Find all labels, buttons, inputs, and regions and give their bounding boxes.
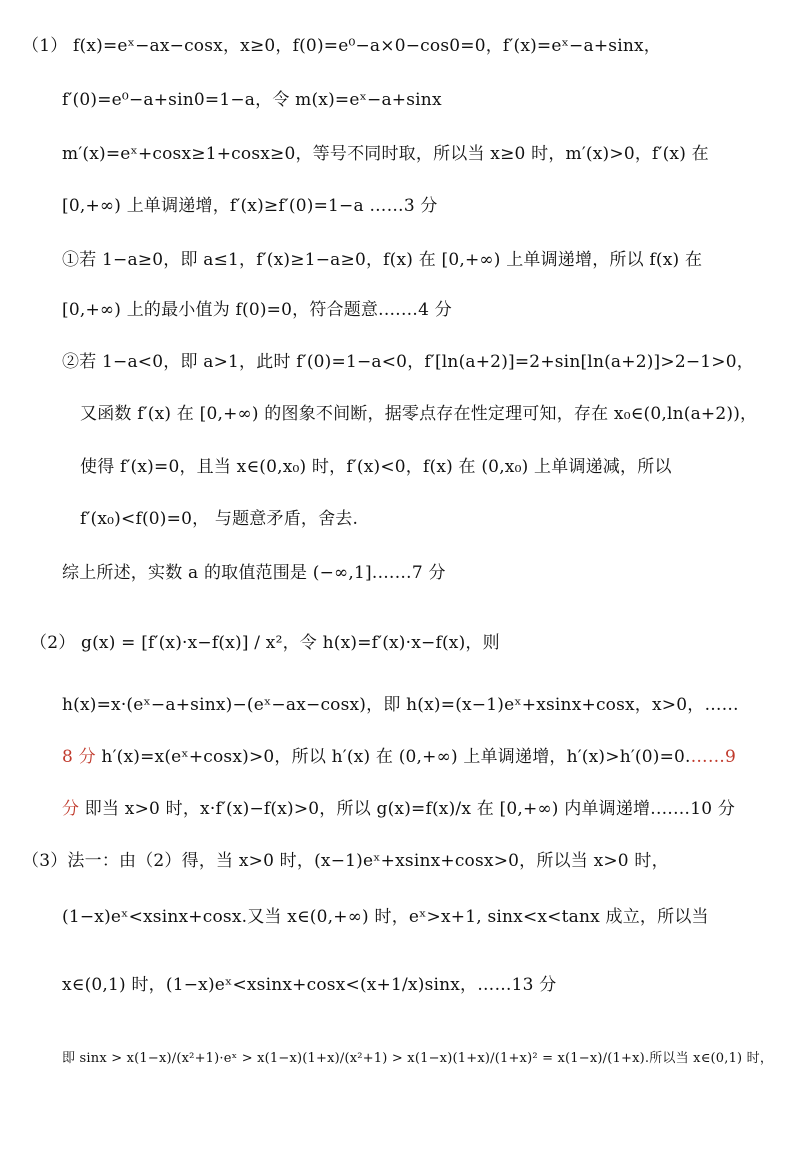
line-2: f′(0)=e⁰−a+sin0=1−a，令 m(x)=eˣ−a+sinx (62, 90, 442, 110)
line-15: 分 即当 x>0 时，x·f′(x)−f(x)>0，所以 g(x)=f(x)/x 在 [0,+∞) 内单调递增.……10 分 (62, 799, 736, 819)
line-5: ①若 1−a≥0，即 a≤1，f′(x)≥1−a≥0，f(x) 在 [0,+∞) 上单调递增，所以 f(x) 在 (62, 250, 703, 270)
line-8: 又函数 f′(x) 在 [0,+∞) 的图象不间断，据零点存在性定理可知，存在 x₀∈(0,ln(a+2))， (80, 404, 758, 424)
line-13: h(x)=x·(eˣ−a+sinx)−(eˣ−ax−cosx)，即 h(x)=(x−1)eˣ+xsinx+cosx，x>0，…… (62, 695, 739, 715)
line-12: （2） g(x) = [f′(x)·x−f(x)] / x²，令 h(x)=f′(x)·x−f(x)，则 (30, 633, 500, 653)
line-14: 8 分 h′(x)=x(eˣ+cosx)>0，所以 h′(x) 在 (0,+∞) 上单调递增，h′(x)>h′(0)=0.……9 (62, 747, 737, 767)
line-1: （1） f(x)=eˣ−ax−cosx，x≥0，f(0)=e⁰−a×0−cos0=0，f′(x)=eˣ−a+sinx， (22, 36, 661, 56)
score-mark: 8 分 (62, 747, 96, 767)
score-mark: ……9 (690, 747, 737, 767)
line-10: f′(x₀)<f(0)=0， 与题意矛盾，舍去. (80, 509, 359, 529)
line-18: x∈(0,1) 时，(1−x)eˣ<xsinx+cosx<(x+1/x)sinx，……13 分 (62, 975, 557, 995)
line-19: 即 sinx > x(1−x)/(x²+1)·eˣ > x(1−x)(1+x)/(x²+1) > x(1−x)(1+x)/(1+x)² = x(1−x)/(1+x).所以当 x∈(0,1) 时， (62, 1051, 774, 1066)
line-3: m′(x)=eˣ+cosx≥1+cosx≥0，等号不同时取，所以当 x≥0 时，m′(x)>0，f′(x) 在 (62, 144, 709, 164)
line-17: (1−x)eˣ<xsinx+cosx.又当 x∈(0,+∞) 时，eˣ>x+1, sinx<x<tanx 成立，所以当 (62, 907, 709, 927)
line-4: [0,+∞) 上单调递增，f′(x)≥f′(0)=1−a ……3 分 (62, 196, 438, 216)
line-11: 综上所述，实数 a 的取值范围是 (−∞,1].……7 分 (62, 563, 446, 583)
score-mark: 分 (62, 799, 80, 819)
line-6: [0,+∞) 上的最小值为 f(0)=0，符合题意.……4 分 (62, 300, 452, 320)
line-9: 使得 f′(x)=0，且当 x∈(0,x₀) 时，f′(x)<0，f(x) 在 (0,x₀) 上单调递减，所以 (80, 457, 672, 477)
line-16: （3）法一：由（2）得，当 x>0 时，(x−1)eˣ+xsinx+cosx>0，所以当 x>0 时， (22, 851, 669, 871)
line-7: ②若 1−a<0，即 a>1，此时 f′(0)=1−a<0，f′[ln(a+2)]=2+sin[ln(a+2)]>2−1>0， (62, 352, 754, 372)
